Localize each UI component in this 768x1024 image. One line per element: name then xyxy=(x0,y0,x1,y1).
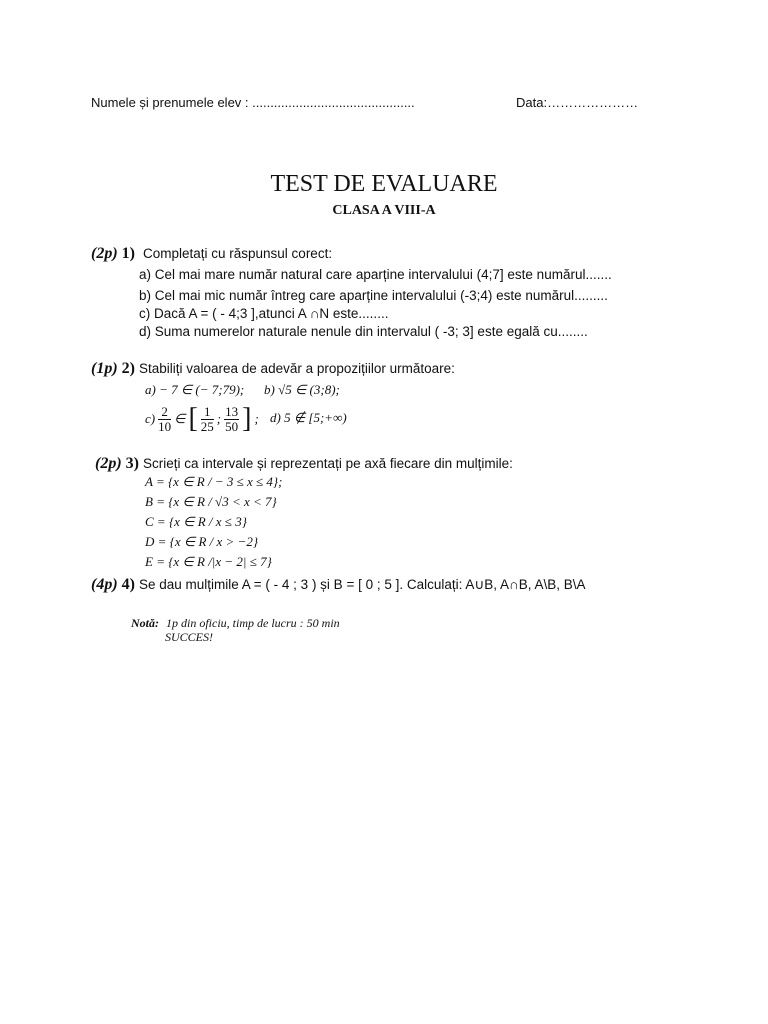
q2-prop-d: d) 5 ∉ [5;+∞) xyxy=(270,410,347,425)
q2-prop-b: b) √5 ∈ (3;8); xyxy=(264,382,340,397)
q2-c-f2-num: 13 xyxy=(225,403,239,419)
q1-item-b: b) Cel mai mic număr întreg care aparține intervalului (-3;4) este numărul......... xyxy=(139,288,608,303)
q4-points: (4p) xyxy=(91,576,118,593)
q2-c-f2-den: 50 xyxy=(225,418,239,434)
q2-prop-a: a) − 7 ∈ (− 7;79); xyxy=(145,382,245,397)
q4-number: 4) xyxy=(121,576,135,593)
q2-prop-c xyxy=(145,400,259,438)
q3-set-c: C = {x ∈ R / x ≤ 3} xyxy=(145,514,247,529)
q2-c-separator: ; xyxy=(216,411,222,426)
q2-c-fraction-1 xyxy=(201,405,214,434)
q3-number: 3) xyxy=(125,455,139,472)
q2-number: 2) xyxy=(121,360,135,377)
q1-number: 1) xyxy=(121,245,135,262)
q2-c-prefix: c) xyxy=(145,411,156,426)
q2-c-fraction xyxy=(158,405,171,434)
q3-text: Scrieți ca intervale și reprezentați pe axă fiecare din mulțimile: xyxy=(142,456,513,471)
q2-c-end: ; xyxy=(254,411,259,426)
q2-c-num: 2 xyxy=(158,405,171,420)
q3-set-a: A = {x ∈ R / − 3 ≤ x ≤ 4}; xyxy=(145,474,283,489)
question-3 xyxy=(95,455,513,473)
q4-text: Se dau mulțimile A = ( - 4 ; 3 ) și B = [ 0 ; 5 ]. Calculați: A∪B, A∩B, A\B, B\A xyxy=(138,577,586,592)
q2-c-bracket-right: ] xyxy=(242,403,252,434)
q1-item-a: a) Cel mai mare număr natural care aparține intervalului (4;7] este numărul....... xyxy=(139,267,612,282)
student-name-label: Numele și prenumele elev : ............................................. xyxy=(91,95,415,110)
page-subtitle: CLASA A VIII-A xyxy=(332,203,436,218)
note xyxy=(131,616,340,631)
note-text: 1p din oficiu, timp de lucru : 50 min xyxy=(166,616,340,630)
question-1 xyxy=(91,245,332,263)
q2-text: Stabiliți valoarea de adevăr a propozițiilor următoare: xyxy=(138,361,455,376)
q2-c-fraction-2 xyxy=(224,405,239,434)
q2-c-den: 10 xyxy=(158,418,172,434)
q1-points: (2p) xyxy=(91,245,118,262)
page-title: TEST DE EVALUARE xyxy=(270,171,498,197)
q1-item-d: d) Suma numerelor naturale nenule din intervalul ( -3; 3] este egală cu........ xyxy=(139,324,588,339)
question-2 xyxy=(91,360,455,378)
success-text: SUCCES! xyxy=(165,630,213,644)
q2-c-in: ∈ xyxy=(174,411,186,426)
question-4 xyxy=(91,576,586,594)
q2-c-f1-num: 1 xyxy=(201,405,214,420)
q1-item-c: c) Dacă A = ( - 4;3 ],atunci A ∩N este........ xyxy=(139,306,389,321)
q2-c-f1-den: 25 xyxy=(200,418,214,434)
q1-text: Completați cu răspunsul corect: xyxy=(142,246,333,261)
q2-c-bracket-left: [ xyxy=(188,403,198,434)
note-label: Notă: xyxy=(131,616,159,630)
q3-set-e: E = {x ∈ R /|x − 2| ≤ 7} xyxy=(145,554,272,569)
q3-set-b: B = {x ∈ R / √3 < x < 7} xyxy=(145,494,277,509)
date-label: Data:………………… xyxy=(516,95,639,110)
q2-points: (1p) xyxy=(91,360,118,377)
q3-set-d: D = {x ∈ R / x > −2} xyxy=(145,534,259,549)
q3-points: (2p) xyxy=(95,455,122,472)
